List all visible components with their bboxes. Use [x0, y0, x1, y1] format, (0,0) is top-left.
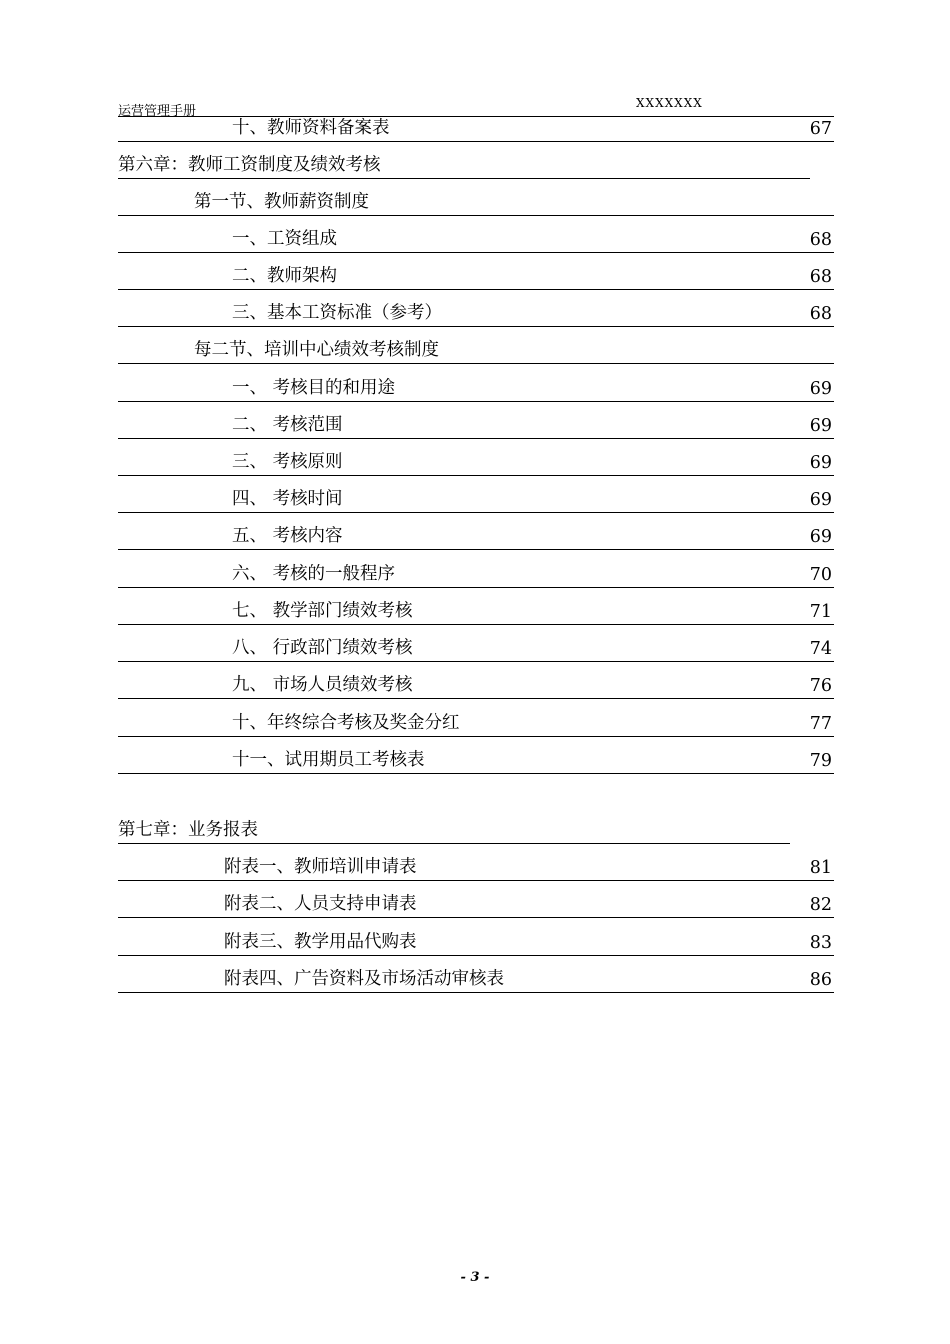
- toc-entry-label: 附表三、教学用品代购表: [224, 932, 417, 952]
- toc-entry[interactable]: [118, 891, 834, 918]
- toc-entry[interactable]: [118, 635, 834, 662]
- toc-entry-page: 68: [809, 230, 832, 250]
- page-header: [118, 96, 834, 117]
- toc-entry-label: 二、教师架构: [232, 266, 337, 286]
- toc-entry[interactable]: [118, 263, 834, 290]
- toc-entry-page: 83: [809, 933, 832, 953]
- toc-entry-page: 69: [809, 379, 832, 399]
- toc-chapter-label: 第七章：业务报表: [118, 820, 258, 840]
- toc-entry-label: 一、 考核目的和用途: [232, 378, 396, 398]
- toc-entry-label: 十一、试用期员工考核表: [232, 750, 425, 770]
- page-number: - 3 -: [460, 1270, 490, 1285]
- toc-entry-page: 69: [809, 453, 832, 473]
- header-title: 运营管理手册: [118, 104, 197, 119]
- toc-entry-page: 71: [809, 602, 832, 622]
- toc-entry-page: 68: [809, 304, 832, 324]
- toc-entry[interactable]: [118, 672, 834, 699]
- toc-entry[interactable]: [118, 523, 834, 550]
- toc-entry-page: 70: [809, 565, 832, 585]
- toc-entry-page: 69: [809, 416, 832, 436]
- toc-entry-label: 附表一、教师培训申请表: [224, 857, 417, 877]
- toc-entry-label: 四、 考核时间: [232, 489, 343, 509]
- toc-entry-page: 69: [809, 490, 832, 510]
- toc-entry-label: 五、 考核内容: [232, 526, 343, 546]
- toc-entry-page: 82: [809, 895, 832, 915]
- toc-entry[interactable]: [118, 710, 834, 737]
- toc-entry-label: 八、 行政部门绩效考核: [232, 638, 413, 658]
- toc-entry-label: 附表四、广告资料及市场活动审核表: [224, 969, 504, 989]
- toc-section-label: 每二节、培训中心绩效考核制度: [194, 340, 439, 360]
- toc-entry[interactable]: [118, 449, 834, 476]
- toc-section[interactable]: [118, 337, 834, 364]
- toc-entry[interactable]: [118, 854, 834, 881]
- toc-entry-label: 一、工资组成: [232, 229, 337, 249]
- toc-entry[interactable]: [118, 115, 834, 142]
- toc-chapter-label: 第六章：教师工资制度及绩效考核: [118, 155, 381, 175]
- toc-entry-page: 69: [809, 527, 832, 547]
- toc-entry[interactable]: [118, 747, 834, 774]
- toc-entry[interactable]: [118, 598, 834, 625]
- toc-chapter[interactable]: [118, 817, 790, 844]
- toc-entry[interactable]: [118, 486, 834, 513]
- toc-entry-page: 79: [809, 751, 832, 771]
- toc-entry-label: 三、基本工资标准（参考）: [232, 303, 442, 323]
- toc-entry-label: 六、 考核的一般程序: [232, 564, 396, 584]
- toc-entry-page: 68: [809, 267, 832, 287]
- toc-entry-page: 86: [809, 970, 832, 990]
- header-placeholder-text: XXXXXXX: [636, 96, 703, 110]
- toc-entry[interactable]: [118, 412, 834, 439]
- toc-entry-page: 76: [809, 676, 832, 696]
- toc-entry[interactable]: [118, 561, 834, 588]
- toc-entry-label: 三、 考核原则: [232, 452, 343, 472]
- toc-section-label: 第一节、教师薪资制度: [194, 192, 369, 212]
- toc-entry-label: 二、 考核范围: [232, 415, 343, 435]
- toc-entry[interactable]: [118, 929, 834, 956]
- toc-entry-page: 77: [809, 714, 832, 734]
- toc-entry-label: 十、年终综合考核及奖金分红: [232, 713, 460, 733]
- toc-entry[interactable]: [118, 226, 834, 253]
- toc-entry-page: 81: [809, 858, 832, 878]
- toc-entry[interactable]: [118, 966, 834, 993]
- toc-entry-label: 九、 市场人员绩效考核: [232, 675, 413, 695]
- toc-entry-label: 十、教师资料备案表: [232, 118, 390, 138]
- toc-chapter[interactable]: [118, 152, 810, 179]
- toc-section[interactable]: [118, 189, 834, 216]
- toc-entry-label: 附表二、人员支持申请表: [224, 894, 417, 914]
- toc-entry[interactable]: [118, 375, 834, 402]
- toc-entry-page: 67: [809, 119, 832, 139]
- toc-entry[interactable]: [118, 300, 834, 327]
- toc-entry-page: 74: [809, 639, 832, 659]
- toc-entry-label: 七、 教学部门绩效考核: [232, 601, 413, 621]
